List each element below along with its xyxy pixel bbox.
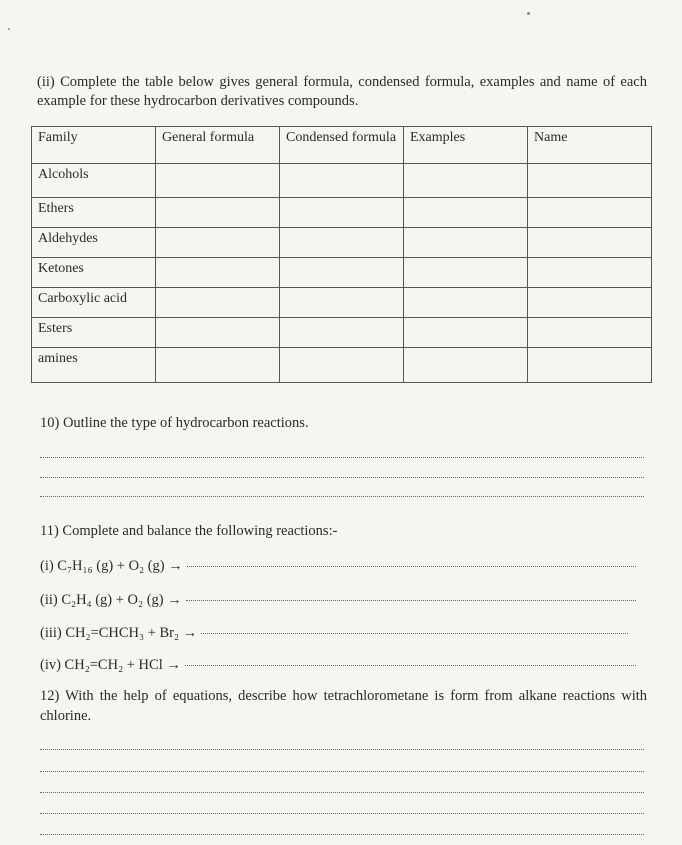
reaction-2-answer-line[interactable] xyxy=(186,600,636,601)
table-row xyxy=(32,288,652,318)
answer-cell[interactable] xyxy=(528,198,652,228)
question-10: 10) Outline the type of hydrocarbon reactions. xyxy=(40,415,309,431)
family-cell: Ketones xyxy=(32,258,156,288)
answer-line[interactable] xyxy=(40,457,644,458)
answer-cell[interactable] xyxy=(156,348,280,383)
paper-speck xyxy=(8,28,10,30)
answer-cell[interactable] xyxy=(404,288,528,318)
answer-line[interactable] xyxy=(40,771,644,772)
reaction-3 xyxy=(40,625,636,642)
answer-cell[interactable] xyxy=(156,228,280,258)
reaction-1 xyxy=(40,558,636,575)
answer-cell[interactable] xyxy=(280,258,404,288)
family-cell: Alcohols xyxy=(32,164,156,198)
answer-cell[interactable] xyxy=(404,348,528,383)
table-row xyxy=(32,164,652,198)
answer-cell[interactable] xyxy=(404,164,528,198)
family-cell: amines xyxy=(32,348,156,383)
table-row xyxy=(32,348,652,383)
answer-cell[interactable] xyxy=(404,318,528,348)
answer-cell[interactable] xyxy=(156,164,280,198)
table-instruction: (ii) Complete the table below gives general formula, condensed formula, examples and name of each example for these hydrocarbon derivatives compounds. xyxy=(37,74,647,109)
reaction-2 xyxy=(40,592,636,609)
answer-cell[interactable] xyxy=(156,258,280,288)
paper-speck xyxy=(527,12,530,15)
header-family: Family xyxy=(32,127,156,164)
answer-cell[interactable] xyxy=(528,164,652,198)
table-row xyxy=(32,258,652,288)
answer-line[interactable] xyxy=(40,813,644,814)
answer-line[interactable] xyxy=(40,749,644,750)
header-condensed-formula: Condensed formula xyxy=(280,127,404,164)
answer-cell[interactable] xyxy=(280,348,404,383)
header-general-formula: General formula xyxy=(156,127,280,164)
answer-cell[interactable] xyxy=(280,164,404,198)
family-cell: Carboxylic acid xyxy=(32,288,156,318)
answer-cell[interactable] xyxy=(528,348,652,383)
answer-line[interactable] xyxy=(40,496,644,497)
question-11: 11) Complete and balance the following reactions:- xyxy=(40,523,338,539)
answer-cell[interactable] xyxy=(280,288,404,318)
answer-cell[interactable] xyxy=(528,288,652,318)
derivatives-table xyxy=(31,126,652,383)
reaction-1-equation: (i) C₇H₁₆ (g) + O₂ (g) → xyxy=(40,558,183,574)
answer-cell[interactable] xyxy=(156,288,280,318)
answer-cell[interactable] xyxy=(280,198,404,228)
answer-cell[interactable] xyxy=(404,198,528,228)
family-cell: Aldehydes xyxy=(32,228,156,258)
reaction-4-equation: (iv) CH₂=CH₂ + HCl → xyxy=(40,657,181,673)
answer-line[interactable] xyxy=(40,477,644,478)
reaction-1-answer-line[interactable] xyxy=(187,566,636,567)
header-examples: Examples xyxy=(404,127,528,164)
answer-cell[interactable] xyxy=(528,228,652,258)
answer-cell[interactable] xyxy=(280,228,404,258)
reaction-3-equation: (iii) CH₂=CHCH₃ + Br₂ → xyxy=(40,625,198,641)
answer-cell[interactable] xyxy=(156,318,280,348)
answer-cell[interactable] xyxy=(280,318,404,348)
answer-line[interactable] xyxy=(40,834,644,835)
table-row xyxy=(32,198,652,228)
family-cell: Ethers xyxy=(32,198,156,228)
reaction-4-answer-line[interactable] xyxy=(185,665,636,666)
question-12: 12) With the help of equations, describe how tetrachlorometane is form from alkane reactions with chlorine. xyxy=(40,688,647,724)
reaction-4 xyxy=(40,657,636,674)
family-cell: Esters xyxy=(32,318,156,348)
reaction-3-answer-line[interactable] xyxy=(201,633,628,634)
answer-cell[interactable] xyxy=(156,198,280,228)
table-row xyxy=(32,318,652,348)
answer-line[interactable] xyxy=(40,792,644,793)
answer-cell[interactable] xyxy=(404,258,528,288)
answer-cell[interactable] xyxy=(528,318,652,348)
reaction-2-equation: (ii) C₂H₄ (g) + O₂ (g) → xyxy=(40,592,182,608)
table-header-row xyxy=(32,127,652,164)
answer-cell[interactable] xyxy=(404,228,528,258)
header-name: Name xyxy=(528,127,652,164)
answer-cell[interactable] xyxy=(528,258,652,288)
table-row xyxy=(32,228,652,258)
